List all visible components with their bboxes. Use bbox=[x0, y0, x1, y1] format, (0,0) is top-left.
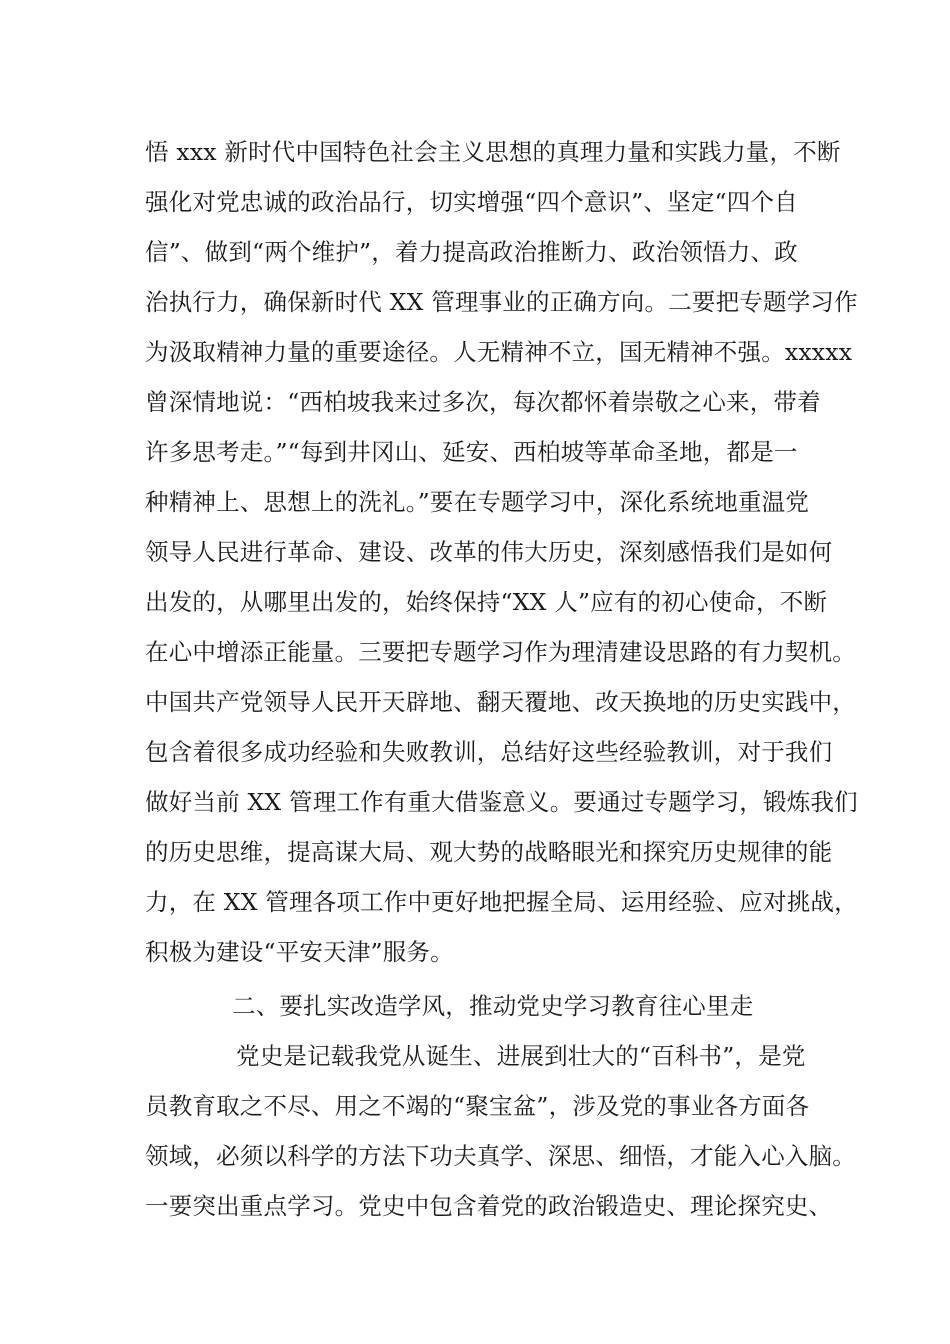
paragraph-line: 曾深情地说：“西柏坡我来过多次，每次都怀着崇敬之心来，带着 bbox=[145, 388, 821, 416]
paragraph-line: 领导人民进行革命、建设、改革的伟大历史，深刻感悟我们是如何 bbox=[145, 538, 833, 566]
paragraph-line: 治执行力，确保新时代 XX 管理事业的正确方向。二要把专题学习作 bbox=[145, 288, 858, 316]
paragraph-line: 做好当前 XX 管理工作有重大借鉴意义。要通过专题学习，锻炼我们 bbox=[145, 788, 858, 816]
paragraph-line: 党史是记载我党从诞生、进展到壮大的“百科书”，是党 bbox=[236, 1042, 806, 1070]
paragraph-line: 一要突出重点学习。党史中包含着党的政治锻造史、理论探究史、 bbox=[145, 1192, 833, 1220]
paragraph-line: 信”、做到“两个维护”，着力提高政治推断力、政治领悟力、政 bbox=[145, 238, 798, 266]
section-heading: 二、要扎实改造学风，推动党史学习教育往心里走 bbox=[232, 992, 754, 1020]
paragraph-line: 中国共产党领导人民开天辟地、翻天覆地、改天换地的历史实践中， bbox=[145, 688, 856, 716]
paragraph-line: 在心中增添正能量。三要把专题学习作为理清建设思路的有力契机。 bbox=[145, 638, 856, 666]
paragraph-line: 包含着很多成功经验和失败教训，总结好这些经验教训，对于我们 bbox=[145, 738, 833, 766]
paragraph-line: 悟 xxx 新时代中国特色社会主义思想的真理力量和实践力量，不断 bbox=[145, 138, 841, 166]
paragraph-line: 许多思考走。”“每到井冈山、延安、西柏坡等革命圣地，都是一 bbox=[145, 438, 798, 466]
paragraph-line: 出发的，从哪里出发的，始终保持“XX 人”应有的初心使命，不断 bbox=[145, 588, 828, 616]
paragraph-line: 的历史思维，提高谋大局、观大势的战略眼光和探究历史规律的能 bbox=[145, 838, 833, 866]
paragraph-line: 强化对党忠诚的政治品行，切实增强“四个意识”、坚定“四个自 bbox=[145, 188, 798, 216]
paragraph-line: 为汲取精神力量的重要途径。人无精神不立，国无精神不强。xxxxx bbox=[145, 338, 853, 366]
paragraph-line: 积极为建设“平安天津”服务。 bbox=[145, 938, 454, 966]
paragraph-line: 员教育取之不尽、用之不竭的“聚宝盆”，涉及党的事业各方面各 bbox=[145, 1092, 810, 1120]
paragraph-line: 力，在 XX 管理各项工作中更好地把握全局、运用经验、应对挑战， bbox=[145, 888, 858, 916]
paragraph-line: 种精神上、思想上的洗礼。”要在专题学习中，深化系统地重温党 bbox=[145, 488, 810, 516]
paragraph-line: 领域，必须以科学的方法下功夫真学、深思、细悟，才能入心入脑。 bbox=[145, 1142, 856, 1170]
